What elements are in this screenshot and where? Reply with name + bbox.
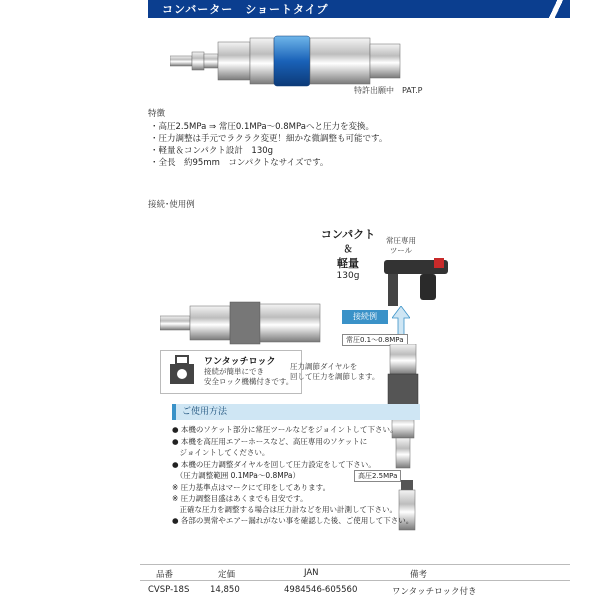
table-cell-jan: 4984546-605560 [284,585,358,595]
table-mid-rule [140,580,570,581]
light-text: 軽量 [337,257,359,270]
howto-line: ※ 圧力基準点はマークにて印をしてあります。 [172,483,331,492]
nail-gun-image [380,254,456,310]
table-cell-price: 14,850 [210,585,240,595]
tool-label-line: 常圧専用 [386,236,416,245]
compact-amp: ＆ [343,245,353,255]
adjust-callout [290,362,379,382]
one-touch-line: 接続が簡単にでき [204,367,264,376]
hose-fitting-image [396,480,418,536]
connection-label: 接続･使用例 [148,200,195,210]
adjust-line: 回して圧力を調節します。 [290,372,380,381]
feature-line: ・高圧2.5MPa ⇒ 常圧0.1MPa～0.8MPaへと圧力を変換。 [150,122,374,132]
features-heading: 特徴 [148,109,166,119]
table-top-rule [140,564,570,565]
patent-note: 特許出願中 PAT.P [354,86,423,95]
howto-line: ジョイントしてください。 [172,448,270,457]
howto-line: ※ 圧力調整目盛はあくまでも目安です。 [172,494,308,503]
table-header-note: 備考 [410,570,428,580]
one-touch-lock-title: ワンタッチロック [204,357,276,367]
feature-line: ・軽量＆コンパクト設計 130g [150,146,274,156]
one-touch-line: 安全ロック機構付きです。 [204,377,294,386]
table-cell-part: CVSP-18S [148,585,190,595]
connection-example-label: 接続例 [342,310,388,324]
weight-text: 130g [336,271,360,281]
adjust-line: 圧力調節ダイヤルを [290,362,358,371]
feature-line: ・全長 約95mm コンパクトなサイズです。 [150,158,329,168]
howto-line: ● 本機のソケット部分に常圧ツールなどをジョイントして下さい。 [172,425,398,434]
header-title: コンバーター ショートタイプ [162,3,329,16]
tool-label-line: ツール [389,246,413,255]
pressure-high-badge: 高圧2.5MPa [354,470,401,482]
converter-large-image [160,298,330,348]
howto-line: ● 本機の圧力調整ダイヤルを回して圧力設定をして下さい。 [172,460,376,469]
compact-text: コンパクト [320,228,376,241]
compact-badge [316,226,380,281]
table-cell-note: ワンタッチロック付き [392,587,477,597]
howto-title: ご使用方法 [172,404,420,420]
converter-product-image [170,24,440,94]
tool-label [386,236,416,256]
howto-line: ● 本機を高圧用エアーホースなど、高圧専用のソケットに [172,437,368,446]
table-header-price: 定価 [218,570,236,580]
one-touch-lock-desc [204,367,293,387]
pressure-low-badge: 常圧0.1～0.8MPa [342,334,408,346]
table-header-part: 品番 [156,570,174,580]
table-header-jan: JAN [304,568,319,578]
lock-icon [166,354,198,388]
feature-line: ・圧力調整は手元でラクラク変更！細かな微調整も可能です。 [150,134,388,144]
howto-line: ● 各部の異常やエアー漏れがない事を確認した後、ご使用して下さい。 [172,516,414,525]
howto-line: （圧力調整範囲 0.1MPa～0.8MPa） [172,471,300,480]
howto-line: 正確な圧力を調整する場合は圧力計などを用い計測して下さい。 [172,505,397,514]
